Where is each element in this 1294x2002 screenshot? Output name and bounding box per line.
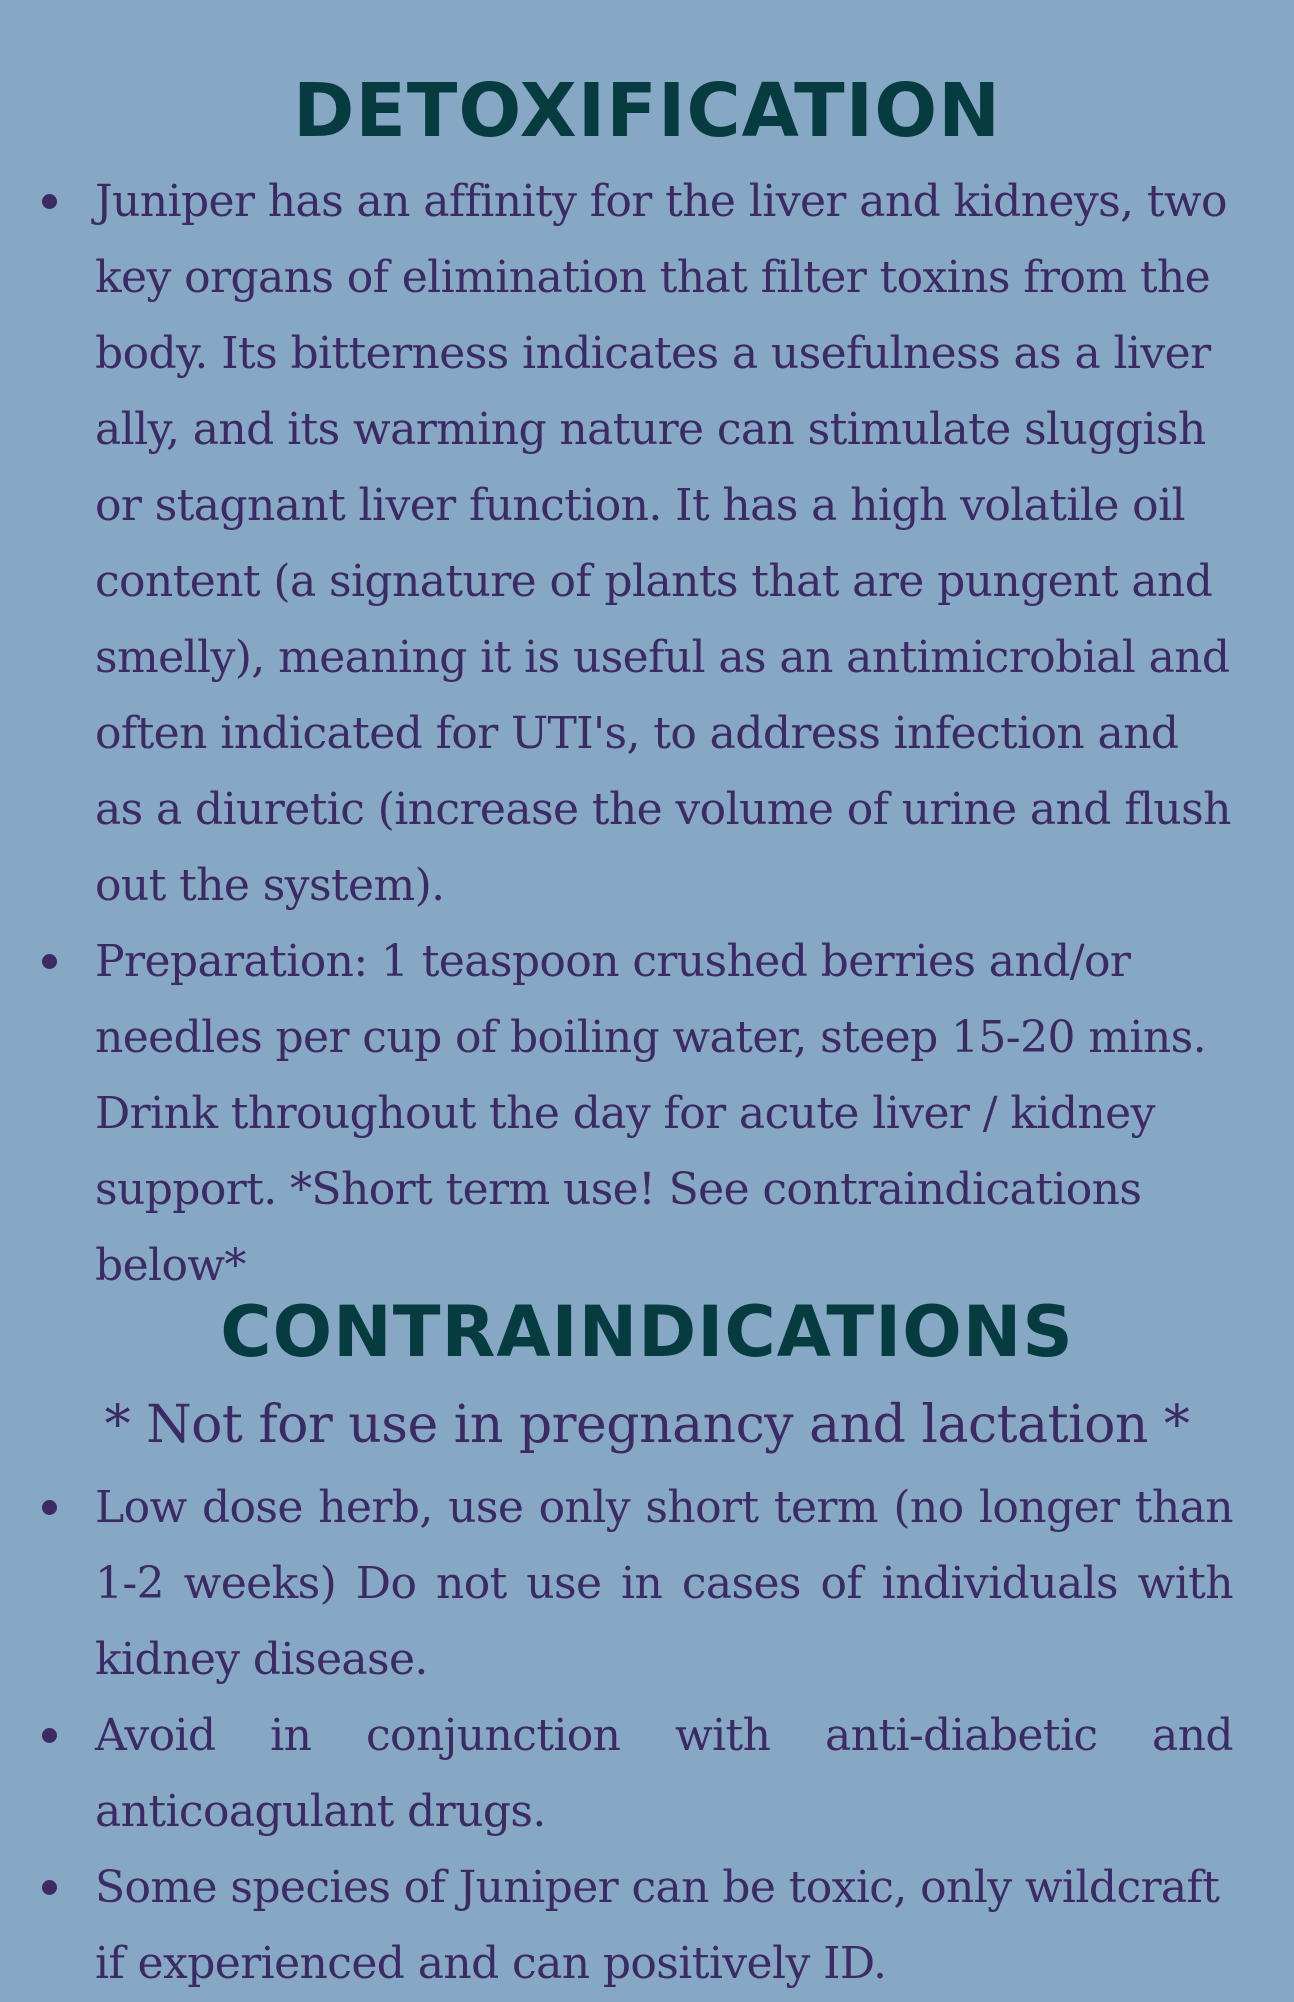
- list-item-text: Low dose herb, use only short term (no longer than 1-2 weeks) Do not use in cases of individuals with kidney disease.: [95, 1482, 1233, 1685]
- contraindications-list: [0, 1470, 1294, 2002]
- bullet-icon: [42, 194, 57, 209]
- bullet-icon: [42, 1728, 57, 1743]
- contraindications-heading: CONTRAINDICATIONS: [220, 1291, 1074, 1373]
- list-item: [0, 1698, 1233, 1850]
- list-item-text: Juniper has an affinity for the liver and kidneys, two key organs of elimination that filter toxins from the body. Its bitterness indicates a usefulness as a liver ally, and its warming nature can stimulate sluggish or stagnant liver function. It has a high volatile oil content (a signature of plants that are pungent and smelly), meaning it is useful as an antimicrobial and often indicated for UTI's, to address infection and as a diuretic (increase the volume of urine and flush out the system).: [95, 176, 1231, 911]
- bullet-icon: [42, 1500, 57, 1515]
- detoxification-list: [0, 164, 1294, 1304]
- list-item-text: Avoid in conjunction with anti-diabetic and anticoagulant drugs.: [95, 1710, 1233, 1837]
- list-item: [0, 924, 1235, 1304]
- list-item-text: Preparation: 1 teaspoon crushed berries and/or needles per cup of boiling water, steep 15-20 mins. Drink throughout the day for acute liver / kidney support. *Short term use! See contraindications below*: [95, 936, 1206, 1291]
- list-item: [0, 1470, 1233, 1698]
- bullet-icon: [42, 954, 57, 969]
- detoxification-heading: DETOXIFICATION: [292, 68, 1002, 154]
- bullet-icon: [42, 1880, 57, 1895]
- pregnancy-note: * Not for use in pregnancy and lactation *: [104, 1395, 1190, 1455]
- list-item: [0, 1850, 1233, 2002]
- list-item: [0, 164, 1235, 924]
- list-item-text: Some species of Juniper can be toxic, only wildcraft if experienced and can positively ID.: [95, 1862, 1220, 1989]
